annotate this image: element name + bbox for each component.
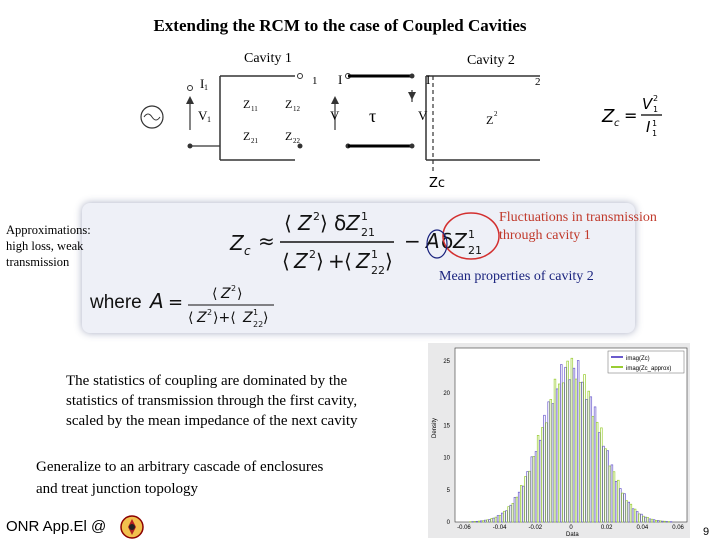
svg-text:⟨: ⟨ [282, 249, 290, 273]
university-seal-icon [120, 515, 144, 539]
histogram-bar [632, 509, 634, 522]
svg-text:Z: Z [285, 129, 293, 143]
approximations-line: Approximations: [6, 223, 91, 237]
svg-text:⟩: ⟩ [320, 211, 328, 235]
svg-text:Z: Z [221, 286, 231, 302]
histogram-bar [647, 518, 649, 522]
histogram-bar [579, 382, 581, 522]
svg-text:22: 22 [371, 264, 385, 277]
where-label: where [90, 292, 142, 313]
histogram-bar [516, 497, 518, 522]
svg-text:11: 11 [251, 105, 258, 113]
histogram-bar [643, 516, 645, 522]
generalize-line: and treat junction topology [36, 481, 199, 497]
svg-text:Z: Z [230, 231, 244, 255]
histogram-bar [489, 519, 491, 522]
x-axis-label: Data [566, 532, 579, 538]
histogram-bar [518, 492, 520, 522]
histogram-bar [476, 521, 478, 522]
svg-text:1: 1 [652, 119, 658, 128]
svg-text:21: 21 [361, 226, 375, 239]
fluctuations-note [499, 209, 657, 245]
histogram-bar [558, 384, 560, 522]
histogram-bar [603, 446, 605, 522]
svg-text:⟩: ⟩ [263, 310, 269, 326]
histogram-bar [485, 520, 487, 522]
approximations-line: transmission [6, 255, 70, 269]
histogram-bar [504, 511, 506, 522]
histogram-bar [499, 515, 501, 522]
svg-text:⟨: ⟨ [344, 249, 352, 273]
histogram-bar [552, 404, 554, 522]
histogram-bar [527, 472, 529, 522]
histogram-bar [520, 485, 522, 522]
histogram-bar [531, 457, 533, 522]
x-tick-label: -0.02 [528, 525, 543, 531]
histogram-bar [649, 519, 651, 522]
svg-text:⟩+⟨: ⟩+⟨ [213, 310, 236, 326]
zc-symbol: Zc [429, 176, 446, 191]
histogram-bar [487, 520, 489, 522]
histogram-bar [601, 428, 603, 522]
histogram-bar [634, 509, 636, 522]
svg-text:Z: Z [243, 310, 253, 326]
histogram-bar [541, 428, 543, 522]
y-tick-label: 5 [446, 487, 450, 494]
histogram-chart [428, 343, 690, 538]
zc-definition-formula [596, 90, 676, 140]
svg-text:Z: Z [243, 129, 251, 143]
histogram-bar [480, 521, 482, 522]
svg-text:Z: Z [486, 113, 494, 127]
approximations-note [6, 222, 91, 270]
svg-text:22: 22 [253, 320, 264, 329]
histogram-bar [478, 521, 480, 522]
histogram-bar [560, 365, 562, 522]
histogram-bar [575, 379, 577, 522]
histogram-bar [497, 516, 499, 522]
svg-text:⟨: ⟨ [188, 310, 194, 326]
svg-text:1: 1 [253, 308, 259, 317]
svg-text:≈: ≈ [258, 229, 275, 253]
page-number: 9 [703, 526, 710, 538]
statistics-line: statistics of transmission through the first cavity, [66, 393, 358, 409]
histogram-bar [607, 451, 609, 522]
histogram-bar [622, 493, 624, 522]
histogram-bar [510, 505, 512, 522]
histogram-bar [630, 504, 632, 522]
svg-text:=: = [624, 106, 638, 125]
x-tick-label: 0.04 [636, 525, 649, 531]
svg-text:⟨: ⟨ [284, 211, 292, 235]
histogram-bar [588, 391, 590, 522]
x-tick-label: -0.04 [492, 525, 507, 531]
histogram-bar [501, 513, 503, 522]
histogram-bar [514, 497, 516, 522]
svg-text:12: 12 [293, 105, 300, 113]
svg-text:2: 2 [653, 94, 659, 103]
svg-text:+: + [328, 249, 345, 273]
histogram-bar [573, 368, 575, 522]
svg-text:Z: Z [346, 211, 360, 235]
histogram-bar [590, 397, 592, 522]
histogram-bar [662, 521, 664, 522]
histogram-bar [563, 383, 565, 522]
x-tick-label: 0 [569, 525, 573, 531]
svg-text:c: c [244, 244, 251, 258]
cavity-1-label: Cavity 1 [244, 51, 292, 66]
x-tick-label: -0.06 [457, 525, 471, 531]
svg-text:22: 22 [293, 137, 300, 145]
svg-text:1: 1 [653, 105, 659, 114]
histogram-bar [546, 423, 548, 522]
svg-text:⟩: ⟩ [385, 249, 393, 273]
histogram-bar [539, 440, 541, 522]
mean-properties-note: Mean properties of cavity 2 [439, 269, 594, 284]
svg-text:=: = [168, 292, 184, 313]
svg-text:1: 1 [361, 210, 368, 223]
svg-text:2: 2 [309, 248, 316, 261]
histogram-bar [620, 489, 622, 522]
y-tick-label: 0 [446, 520, 450, 526]
histogram-bar [609, 466, 611, 522]
histogram-bar [638, 514, 640, 522]
histogram-bar [657, 521, 659, 522]
histogram-bar [598, 433, 600, 522]
svg-text:I: I [646, 118, 651, 136]
y-axis-label: Density [432, 417, 438, 438]
histogram-bar [615, 481, 617, 522]
histogram-bar [653, 520, 655, 522]
circuit-diagram [130, 60, 550, 195]
svg-text:Z: Z [285, 97, 293, 111]
svg-text:A: A [426, 229, 440, 253]
histogram-bar [645, 517, 647, 522]
x-tick-label: 0.06 [672, 525, 684, 531]
histogram-bar [611, 465, 613, 522]
legend-entry: imag(Zc_approx) [626, 366, 672, 372]
histogram-bar [628, 502, 630, 522]
svg-text:1: 1 [652, 129, 658, 138]
histogram-bar [474, 521, 476, 522]
y-tick-label: 25 [443, 358, 450, 365]
svg-text:2: 2 [231, 284, 237, 293]
histogram-bar [592, 416, 594, 522]
svg-text:1: 1 [204, 83, 208, 92]
histogram-bar [533, 456, 535, 522]
histogram-bar [493, 518, 495, 522]
histogram-bar [550, 399, 552, 522]
svg-text:Z: Z [453, 229, 467, 253]
histogram-bar [482, 521, 484, 522]
a-definition-formula [146, 280, 286, 332]
histogram-bar [577, 361, 579, 522]
svg-text:2: 2 [313, 210, 320, 223]
svg-text:V: V [330, 108, 340, 123]
histogram-bar [594, 407, 596, 522]
svg-text:I: I [426, 72, 431, 87]
histogram-bar [664, 521, 666, 522]
statistics-line: scaled by the mean impedance of the next cavity [66, 413, 358, 429]
svg-text:Z: Z [197, 310, 207, 326]
histogram-bar [548, 402, 550, 522]
histogram-bar [567, 361, 569, 522]
generalize-line: Generalize to an arbitrary cascade of enclosures [36, 459, 324, 475]
highlight-ellipses [420, 205, 510, 265]
histogram-bar [596, 422, 598, 522]
legend-entry: imag(Zc) [626, 356, 650, 362]
histogram-bar [651, 519, 653, 522]
histogram-bar [586, 399, 588, 522]
histogram-bar [655, 520, 657, 522]
tau-symbol: τ [369, 106, 377, 126]
histogram-bar [537, 435, 539, 522]
svg-text:δ: δ [334, 211, 347, 235]
svg-text:1: 1 [207, 115, 211, 124]
svg-text:I: I [338, 72, 343, 87]
footer-label: ONR App.El @ [6, 518, 107, 535]
svg-text:21: 21 [251, 137, 258, 145]
histogram-bar [582, 382, 584, 522]
histogram-bar [660, 521, 662, 522]
histogram-bar [605, 449, 607, 522]
svg-text:⟩: ⟩ [237, 286, 243, 302]
y-tick-label: 10 [443, 455, 450, 462]
svg-text:Z: Z [602, 106, 615, 127]
histogram-bar [544, 415, 546, 522]
svg-text:I: I [200, 76, 205, 91]
histogram-bar [641, 514, 643, 522]
histogram-bar [495, 517, 497, 522]
histogram-bar [569, 380, 571, 522]
generalize-paragraph [36, 456, 323, 500]
svg-text:⟩: ⟩ [316, 249, 324, 273]
fluctuations-line: through cavity 1 [499, 228, 591, 243]
svg-text:Z: Z [294, 249, 308, 273]
svg-text:Z: Z [298, 211, 312, 235]
svg-text:2: 2 [494, 110, 498, 118]
fluctuations-line: Fluctuations in transmission [499, 210, 657, 225]
svg-text:c: c [614, 118, 620, 129]
histogram-bar [529, 471, 531, 522]
histogram-bar [506, 511, 508, 522]
histogram-bar [512, 503, 514, 522]
svg-text:Z: Z [243, 97, 251, 111]
histogram-bar [491, 518, 493, 522]
y-tick-label: 15 [443, 423, 450, 430]
svg-text:1: 1 [312, 75, 318, 87]
approximations-line: high loss, weak [6, 239, 84, 253]
svg-text:V: V [418, 108, 428, 123]
histogram-bar [636, 512, 638, 522]
svg-text:2: 2 [535, 76, 541, 88]
svg-text:1: 1 [468, 228, 475, 241]
histogram-bar [565, 367, 567, 522]
y-tick-label: 20 [443, 391, 450, 398]
histogram-bar [613, 472, 615, 522]
svg-text:−: − [404, 229, 421, 253]
histogram-bar [584, 374, 586, 522]
slide-title: Extending the RCM to the case of Coupled Cavities [153, 16, 527, 35]
svg-text:⟨: ⟨ [212, 286, 218, 302]
histogram-bar [571, 358, 573, 522]
histogram-bar [624, 494, 626, 522]
histogram-bar [556, 389, 558, 522]
histogram-bar [525, 476, 527, 522]
svg-text:δ: δ [441, 229, 454, 253]
cavity-2-label: Cavity 2 [467, 53, 515, 68]
x-tick-label: 0.02 [600, 525, 613, 531]
histogram-bar [666, 521, 668, 522]
svg-text:V: V [642, 95, 653, 113]
statistics-paragraph [66, 371, 358, 431]
svg-text:2: 2 [207, 308, 213, 317]
histogram-bar [626, 501, 628, 522]
svg-text:21: 21 [468, 244, 482, 257]
svg-text:1: 1 [371, 248, 378, 261]
histogram-bar [554, 379, 556, 522]
svg-text:A: A [150, 289, 164, 313]
histogram-bar [535, 452, 537, 522]
statistics-line: The statistics of coupling are dominated by the [66, 373, 348, 389]
svg-text:V: V [198, 108, 208, 123]
svg-text:Z: Z [356, 249, 370, 273]
histogram-bar [617, 480, 619, 522]
histogram-bar [522, 486, 524, 522]
histogram-bar [508, 507, 510, 522]
